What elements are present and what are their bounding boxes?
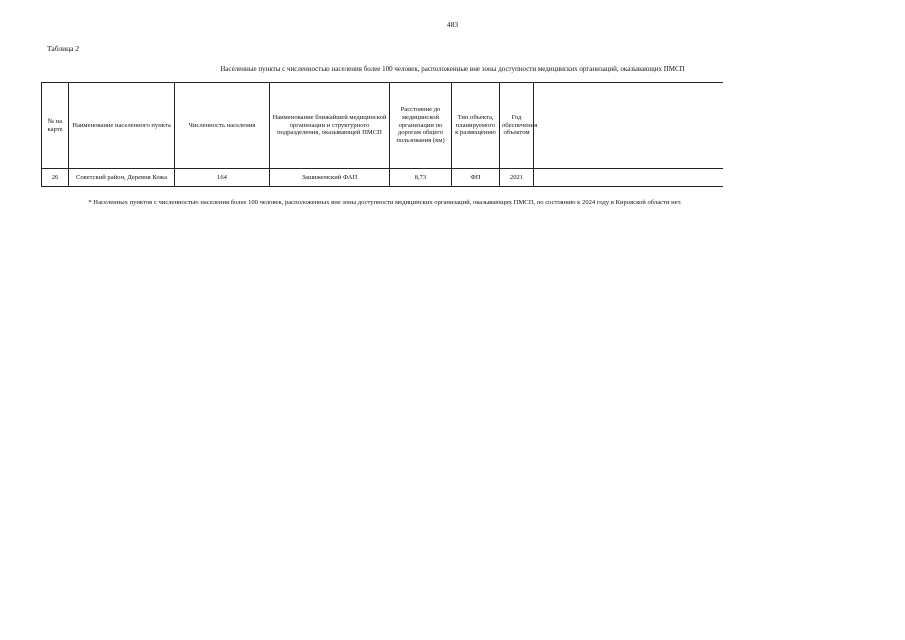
table-label: Таблица 2 [47,44,80,53]
header-year: Год обеспечения объектом [500,83,534,169]
header-map-number: № на карте [42,83,69,169]
page-number: 483 [446,20,459,29]
cell-settlement-name: Советский район, Деревня Кожа [69,169,175,187]
cell-object-type: ФП [452,169,500,187]
header-blank-cell [534,83,723,169]
header-object-type: Тип объекта, планируемого к размещению [452,83,500,169]
header-settlement-name: Наименование населенного пункта [69,83,175,169]
cell-blank [534,169,723,187]
cell-population: 164 [175,169,270,187]
header-nearest-organization: Наименование ближайшей медицинской организации и структурного подразделения, оказывающей ПМСП [270,83,390,169]
cell-map-number: 26 [42,169,69,187]
footnote: * Населенных пунктов с численностью населения более 100 человек, расположенных вне зоны доступности медицинских организаций, оказывающих ПМСП, по состоянию к 2024 году в Кировской области нет. [88,199,682,206]
header-distance: Расстояние до медицинской организации по дорогам общего пользования (км) [390,83,452,169]
header-row [42,83,723,169]
data-table [41,82,723,187]
cell-distance: 8,73 [390,169,452,187]
cell-year: 2021 [500,169,534,187]
header-population: Численность населения [175,83,270,169]
cell-nearest-organization: Зашижемский ФАП [270,169,390,187]
table-row [42,169,723,187]
table-caption: Населенные пункты с численностью населения более 100 человек, расположенные вне зоны доступности медицинских организаций, оказывающих ПМСП [220,65,685,73]
